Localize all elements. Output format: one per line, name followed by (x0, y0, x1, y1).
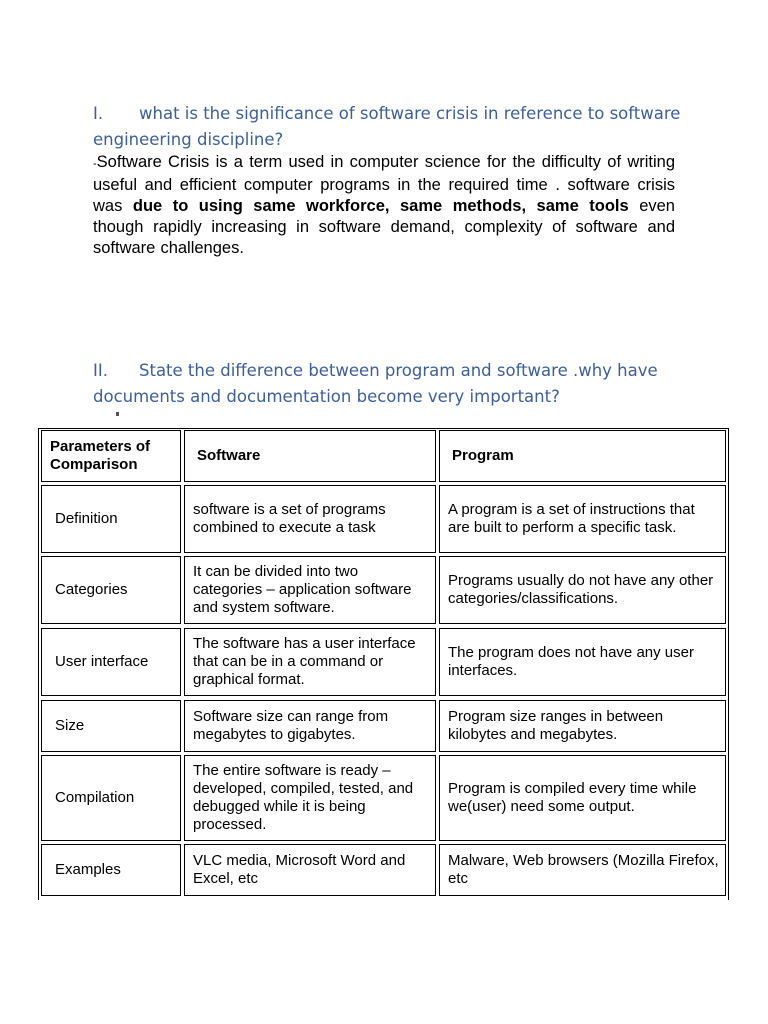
answer-1 (93, 152, 675, 259)
row-compilation-param (41, 755, 181, 841)
header-software-label: Software (197, 447, 261, 464)
row-definition-program (439, 485, 726, 553)
software-cell-text: It can be divided into two categories – application software and system software. (193, 563, 412, 616)
param-label: Size (55, 717, 85, 734)
answer-1-bold: due to using same workforce, same methods, same tools (132, 197, 629, 215)
header-program-label: Program (452, 447, 514, 464)
header-parameters-label: Parameters of Comparison (50, 438, 151, 473)
software-cell-text: Software size can range from megabytes to gigabytes. (193, 708, 389, 743)
row-user-interface-program (439, 628, 726, 696)
software-cell-text: VLC media, Microsoft Word and Excel, etc (193, 852, 406, 887)
row-size-software (184, 700, 436, 752)
question-1-text: what is the significance of software crisis in reference to software engineering discipline? (93, 104, 681, 149)
question-1 (93, 101, 693, 153)
comparison-table (38, 428, 730, 900)
software-cell-text: The software has a user interface that can be in a command or graphical format. (193, 635, 416, 688)
program-cell-text: The program does not have any user interfaces. (448, 644, 694, 679)
row-size-program (439, 700, 726, 752)
row-categories-program (439, 556, 726, 624)
software-cell-text: The entire software is ready – developed, compiled, tested, and debugged while it is being processed. (193, 762, 414, 833)
program-cell-text: A program is a set of instructions that are built to perform a specific task. (448, 501, 695, 536)
param-label: Categories (55, 581, 128, 598)
software-cell-text: software is a set of programs combined to execute a task (193, 501, 386, 536)
param-label: Examples (55, 861, 121, 878)
row-examples-program (439, 844, 726, 896)
question-2-number: II. (93, 361, 108, 380)
program-cell-text: Programs usually do not have any other categories/classifications. (448, 572, 714, 607)
answer-1-part2: even though rapidly increasing in software demand, complexity of software and software challenges. (93, 197, 675, 257)
row-definition-param (41, 485, 181, 553)
program-cell-text: Program is compiled every time while we(user) need some output. (448, 780, 697, 815)
answer-1-dash: - (93, 158, 97, 170)
program-cell-text: Malware, Web browsers (Mozilla Firefox, etc (448, 852, 719, 887)
param-label: User interface (55, 653, 149, 670)
row-examples-software (184, 844, 436, 896)
header-parameters (41, 430, 181, 482)
row-user-interface-param (41, 628, 181, 696)
row-examples-param (41, 844, 181, 896)
param-label: Compilation (55, 789, 135, 806)
program-cell-text: Program size ranges in between kilobytes and megabytes. (448, 708, 664, 743)
row-definition-software (184, 485, 436, 553)
question-1-number: I. (93, 104, 104, 123)
question-2-text: State the difference between program and software .why have documents and documentation become very important? (93, 361, 658, 406)
stray-mark (116, 412, 119, 416)
row-categories-param (41, 556, 181, 624)
row-size-param (41, 700, 181, 752)
question-2 (93, 358, 693, 410)
param-label: Definition (55, 510, 118, 527)
row-categories-software (184, 556, 436, 624)
header-program (439, 430, 726, 482)
row-compilation-software (184, 755, 436, 841)
header-software (184, 430, 436, 482)
row-compilation-program (439, 755, 726, 841)
answer-1-part1: Software Crisis is a term used in computer science for the difficulty of writing useful and efficient computer programs in the required time . software crisis was (93, 153, 675, 215)
row-user-interface-software (184, 628, 436, 696)
